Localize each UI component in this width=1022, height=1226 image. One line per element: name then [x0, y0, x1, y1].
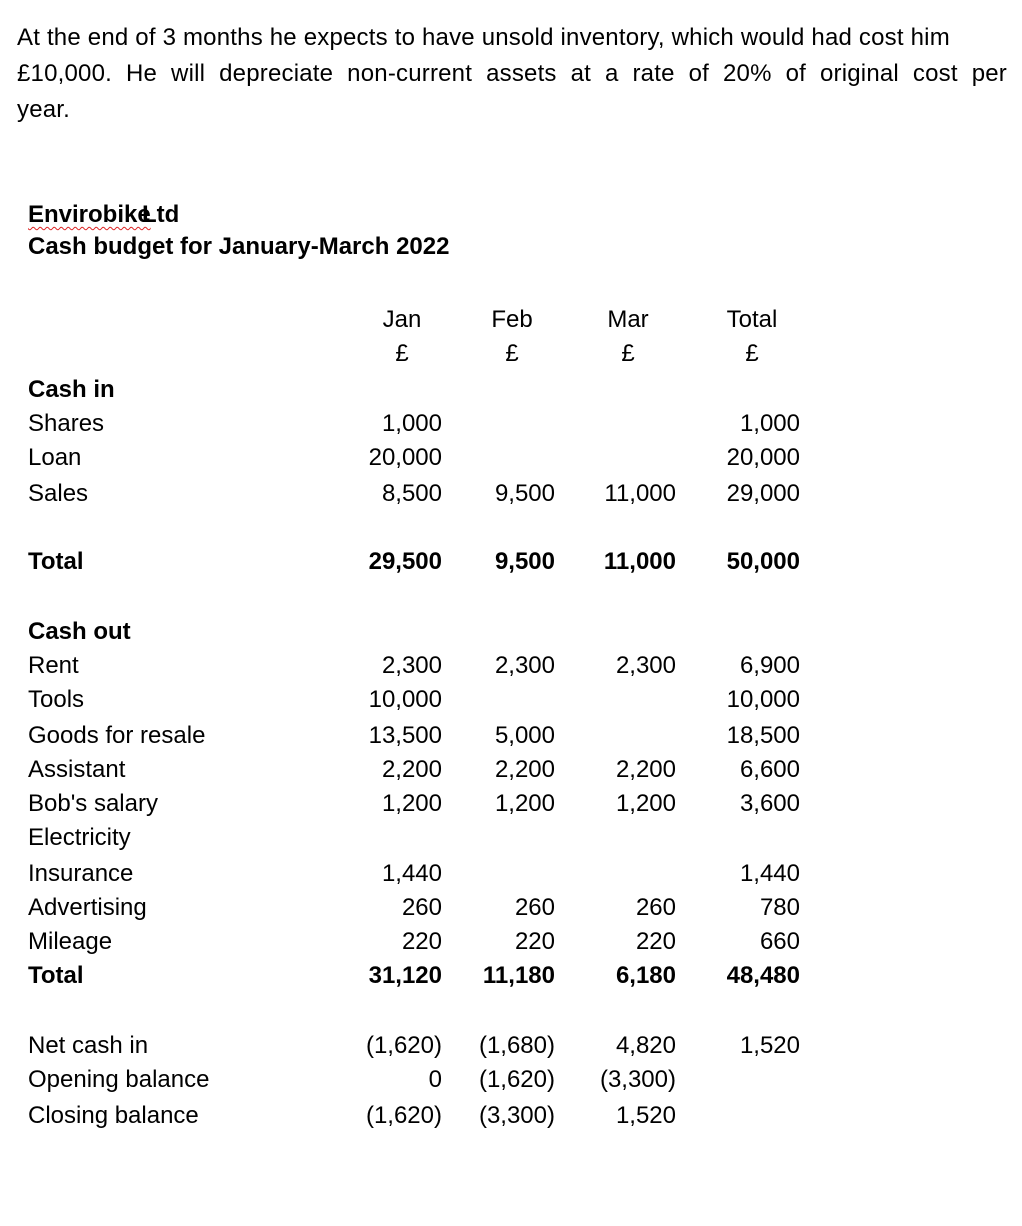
cell-feb: 2,300 [494, 652, 555, 679]
cell-jan: 1,200 [381, 790, 442, 817]
col-unit-feb: £ [505, 340, 519, 367]
cell-mar: 4,820 [615, 1032, 676, 1059]
cash-out-row [0, 928, 1022, 962]
intro-line-1: At the end of 3 months he expects to have unsold inventory, which would had cost him [17, 24, 950, 51]
cell-jan: 2,200 [381, 756, 442, 783]
cell-feb: 9,500 [494, 480, 555, 507]
cell-total: 48,480 [726, 962, 800, 989]
cash-out-row [0, 860, 1022, 894]
cash-out-row [0, 790, 1022, 824]
cash-out-row [0, 686, 1022, 720]
row-label: Goods for resale [28, 722, 206, 749]
cell-mar: 260 [635, 894, 676, 921]
cell-total: 1,000 [739, 410, 800, 437]
col-unit-total: £ [745, 340, 759, 367]
cell-mar: 11,000 [604, 480, 676, 507]
cash-in-heading: Cash in [28, 376, 115, 403]
cell-jan: 1,000 [381, 410, 442, 437]
company-suffix: Ltd [142, 201, 180, 228]
intro-line-3: year. [17, 96, 71, 123]
intro-paragraph [17, 20, 1009, 128]
cell-mar: 220 [635, 928, 676, 955]
row-label: Tools [28, 686, 85, 713]
col-unit-jan: £ [395, 340, 409, 367]
row-label: Mileage [28, 928, 113, 955]
cell-total: 6,900 [739, 652, 800, 679]
cell-jan: 2,300 [381, 652, 442, 679]
cell-total: 10,000 [726, 686, 800, 713]
cell-total: 1,520 [739, 1032, 800, 1059]
cell-jan: 0 [428, 1066, 442, 1093]
row-label: Bob's salary [28, 790, 158, 817]
row-label: Assistant [28, 756, 126, 783]
cell-jan: (1,620) [365, 1102, 442, 1129]
cell-feb: 2,200 [494, 756, 555, 783]
row-label: Total [28, 548, 84, 575]
col-header-mar: Mar [607, 306, 649, 333]
row-label: Net cash in [28, 1032, 149, 1059]
cell-jan: 220 [401, 928, 442, 955]
row-label: Sales [28, 480, 89, 507]
cash-in-total-row [0, 548, 1022, 582]
cash-out-row [0, 756, 1022, 790]
cash-out-row [0, 894, 1022, 928]
col-header-total: Total [726, 306, 778, 333]
cash-in-row [0, 410, 1022, 444]
cell-total: 29,000 [726, 480, 800, 507]
col-unit-mar: £ [621, 340, 635, 367]
row-label: Advertising [28, 894, 147, 921]
row-label: Opening balance [28, 1066, 210, 1093]
cell-total: 18,500 [726, 722, 800, 749]
cash-out-row [0, 722, 1022, 756]
col-header-jan: Jan [382, 306, 422, 333]
cell-jan: 20,000 [368, 444, 442, 471]
cell-mar: 6,180 [615, 962, 676, 989]
row-label: Total [28, 962, 84, 989]
cell-total: 20,000 [726, 444, 800, 471]
cash-out-row [0, 824, 1022, 858]
company-name: Envirobike [28, 201, 151, 228]
intro-line-2: £10,000. He will depreciate non-current assets at a rate of 20% of original cost per [17, 60, 1007, 87]
cell-jan: 260 [401, 894, 442, 921]
cash-in-row [0, 480, 1022, 514]
row-label: Shares [28, 410, 105, 437]
cell-feb: 1,200 [494, 790, 555, 817]
cell-total: 660 [759, 928, 800, 955]
cell-feb: (1,680) [478, 1032, 555, 1059]
summary-row [0, 1032, 1022, 1066]
cell-total: 6,600 [739, 756, 800, 783]
cell-feb: 5,000 [494, 722, 555, 749]
cash-out-row [0, 652, 1022, 686]
cash-out-heading: Cash out [28, 618, 131, 645]
cell-feb: 260 [514, 894, 555, 921]
cell-jan: 29,500 [368, 548, 442, 575]
cell-total: 780 [759, 894, 800, 921]
cash-out-total-row [0, 962, 1022, 996]
cell-feb: (1,620) [478, 1066, 555, 1093]
cell-mar: 1,520 [615, 1102, 676, 1129]
summary-row [0, 1066, 1022, 1100]
cell-jan: 1,440 [381, 860, 442, 887]
cell-jan: 8,500 [381, 480, 442, 507]
cell-mar: 2,200 [615, 756, 676, 783]
cash-in-row [0, 444, 1022, 478]
cell-mar: 11,000 [603, 548, 676, 575]
cell-mar: 1,200 [615, 790, 676, 817]
cell-total: 3,600 [739, 790, 800, 817]
summary-row [0, 1102, 1022, 1136]
cell-feb: 220 [514, 928, 555, 955]
cell-mar: (3,300) [599, 1066, 676, 1093]
cell-jan: 10,000 [368, 686, 442, 713]
cell-feb: 11,180 [482, 962, 555, 989]
cell-jan: 13,500 [368, 722, 442, 749]
row-label: Insurance [28, 860, 134, 887]
row-label: Electricity [28, 824, 131, 851]
row-label: Rent [28, 652, 79, 679]
budget-title: Cash budget for January-March 2022 [28, 233, 450, 260]
row-label: Loan [28, 444, 82, 471]
cell-jan: 31,120 [368, 962, 442, 989]
cell-total: 50,000 [726, 548, 800, 575]
cell-total: 1,440 [739, 860, 800, 887]
cell-feb: (3,300) [478, 1102, 555, 1129]
cell-feb: 9,500 [494, 548, 555, 575]
col-header-feb: Feb [491, 306, 533, 333]
cell-jan: (1,620) [365, 1032, 442, 1059]
cell-mar: 2,300 [615, 652, 676, 679]
row-label: Closing balance [28, 1102, 199, 1129]
